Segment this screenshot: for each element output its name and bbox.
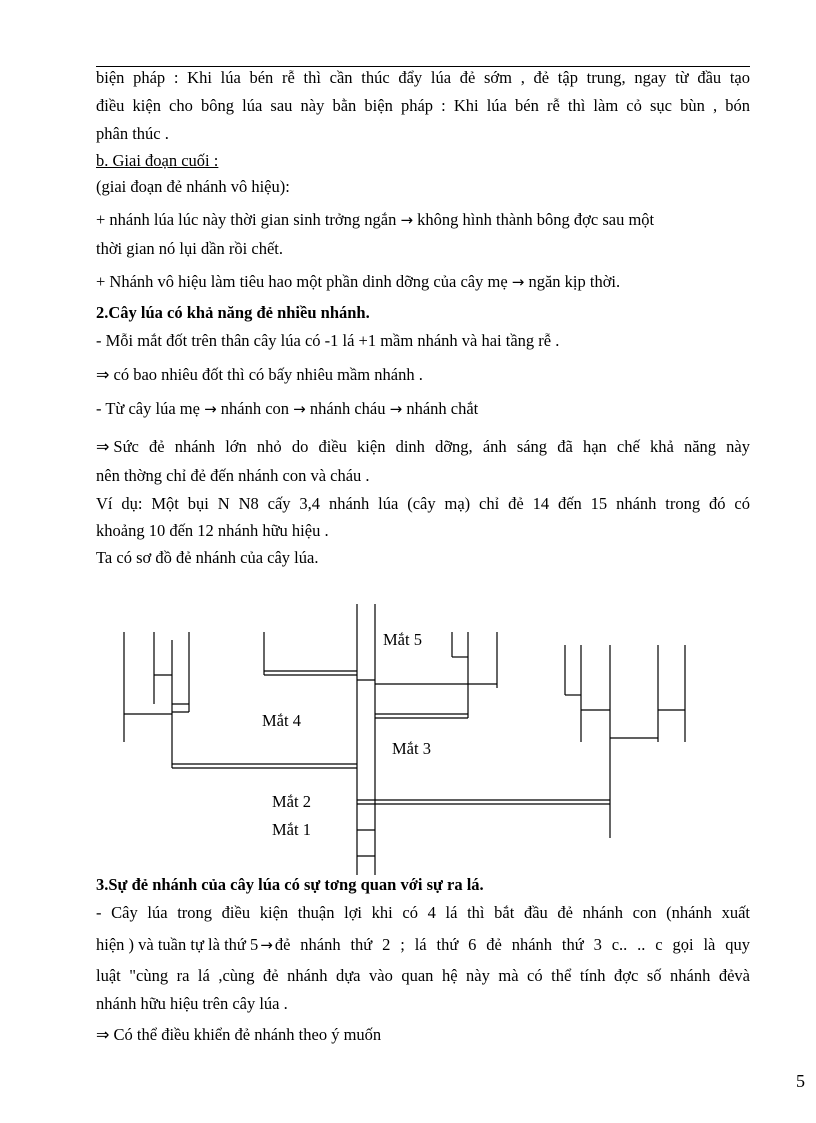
diagram-label-mat4: Mắt 4 (262, 711, 301, 730)
text-segment: + Nhánh vô hiệu làm tiêu hao một phần dinh dỡng của cây mẹ (96, 272, 508, 291)
arrow-icon: → (293, 400, 306, 418)
text-line: (giai đoạn đẻ nhánh vô hiệu): (96, 177, 290, 196)
arrow-icon: → (400, 211, 414, 229)
implies-icon: ⇒ (96, 365, 110, 384)
arrow-icon: → (204, 400, 217, 418)
text-segment: hiện ) và tuần tự là thứ 5 (96, 935, 259, 954)
text-segment: Có thể điều khiển đẻ nhánh theo ý muốn (113, 1025, 382, 1044)
text-segment: nhánh cháu (309, 399, 386, 418)
text-segment: nhánh chắt (406, 399, 479, 418)
text-segment: nhánh con (220, 399, 290, 418)
implies-icon: ⇒ (96, 437, 110, 456)
text-segment: đẻ nhánh thứ 2 ; lá thứ 6 đẻ nhánh thứ 3 c.. .. c gọi là quy (274, 935, 750, 954)
text-segment: không hình thành bông đợc sau một (417, 210, 655, 229)
text-line: phân thúc . (96, 124, 169, 143)
text-segment: + nhánh lúa lúc này thời gian sinh trởng ngắn (96, 210, 397, 229)
diagram-label-mat5: Mắt 5 (383, 630, 422, 649)
text-line: thời gian nó lụi dần rồi chết. (96, 239, 283, 258)
text-line (96, 935, 750, 955)
text-line (96, 1025, 381, 1045)
arrow-icon: → (511, 273, 525, 291)
text-segment: - Từ cây lúa mẹ (96, 399, 200, 418)
text-line: nhánh hữu hiệu trên cây lúa . (96, 994, 288, 1013)
diagram-label-mat1: Mắt 1 (272, 820, 311, 839)
section-heading-3: 3.Sự đẻ nhánh của cây lúa có sự tơng quan với sự ra lá. (96, 875, 484, 894)
text-segment: có bao nhiêu đốt thì có bấy nhiêu mầm nhánh . (113, 365, 423, 384)
diagram-label-mat3: Mắt 3 (392, 739, 431, 758)
text-line: Ví dụ: Một bụi N N8 cấy 3,4 nhánh lúa (cây mạ) chỉ đẻ 14 đến 15 nhánh trong đó có (96, 494, 750, 513)
text-line: nên thờng chỉ đẻ đến nhánh con và cháu . (96, 466, 370, 485)
text-line: khoảng 10 đến 12 nhánh hữu hiệu . (96, 521, 329, 540)
text-line: Ta có sơ đồ đẻ nhánh của cây lúa. (96, 548, 319, 567)
section-heading-2: 2.Cây lúa có khả năng đẻ nhiều nhánh. (96, 303, 370, 322)
section-heading-b: b. Giai đoạn cuối : (96, 151, 219, 170)
diagram-label-mat2: Mắt 2 (272, 792, 311, 811)
text-line: - Mỗi mắt đốt trên thân cây lúa có -1 lá +1 mầm nhánh và hai tầng rễ . (96, 331, 560, 350)
text-segment: Sức đẻ nhánh lớn nhỏ do điều kiện dinh dỡng, ánh sáng đã hạn chế khả năng này (113, 437, 750, 456)
text-line: điều kiện cho bông lúa sau này bằn biện pháp : Khi lúa bén rễ thì làm cỏ sục bùn , bón (96, 96, 750, 115)
text-line: biện pháp : Khi lúa bén rễ thì cần thúc đẩy lúa đẻ sớm , đẻ tập trung, ngay từ đầu tạo (96, 68, 750, 87)
text-line: luật "cùng ra lá ,cùng đẻ nhánh dựa vào quan hệ này mà có thể tính đợc số nhánh đẻvà (96, 966, 750, 985)
implies-icon: ⇒ (96, 1025, 110, 1044)
text-segment: ngăn kịp thời. (528, 272, 621, 291)
arrow-icon: → (260, 936, 273, 954)
text-line: - Cây lúa trong điều kiện thuận lợi khi có 4 lá thì bắt đầu đẻ nhánh con (nhánh xuất (96, 903, 750, 922)
arrow-icon: → (389, 400, 403, 418)
page-number: 5 (796, 1071, 805, 1091)
